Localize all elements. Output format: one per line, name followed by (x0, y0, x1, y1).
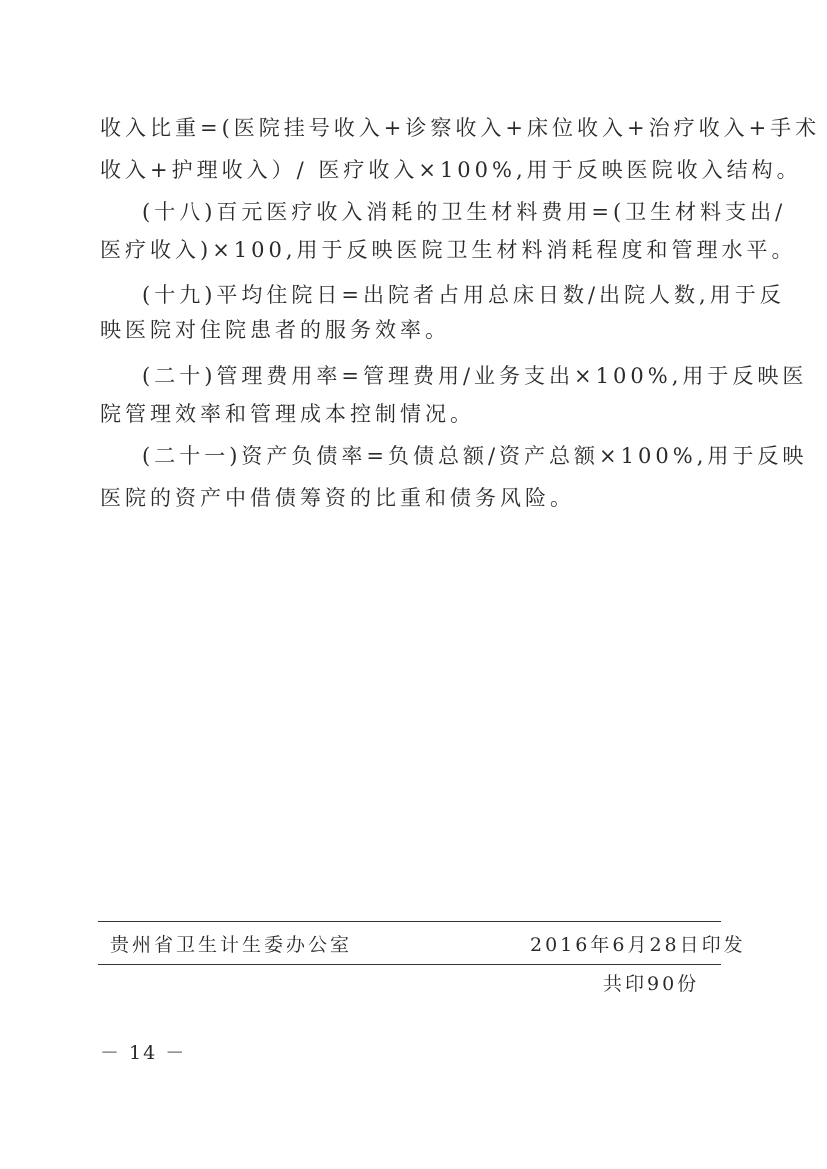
print-date: 2016年6月28日印发 (530, 934, 746, 956)
item-20-line-1: (二十)管理费用率=管理费用/业务支出×100%,用于反映医 (142, 364, 808, 388)
body-line-2: 收入+护理收入）/ 医疗收入×100%,用于反映医院收入结构。 (100, 158, 802, 182)
item-18-line-1: (十八)百元医疗收入消耗的卫生材料费用=(卫生材料支出/ (142, 200, 787, 224)
item-19-line-1: (十九)平均住院日=出院者占用总床日数/出院人数,用于反 (142, 283, 785, 307)
issuer-office: 贵州省卫生计生委办公室 (110, 934, 353, 956)
footer-middle-rule (98, 964, 721, 965)
footer-top-rule (98, 921, 721, 922)
print-copies: 共印90份 (603, 973, 700, 995)
item-21-line-1: (二十一)资产负债率=负债总额/资产总额×100%,用于反映 (142, 444, 808, 468)
page-number: － 14 － (100, 1042, 187, 1064)
item-21-line-2: 医院的资产中借债筹资的比重和债务风险。 (100, 486, 575, 510)
item-19-line-2: 映医院对住院患者的服务效率。 (100, 318, 450, 342)
item-18-line-2: 医疗收入)×100,用于反映医院卫生材料消耗程度和管理水平。 (100, 238, 797, 262)
item-20-line-2: 院管理效率和管理成本控制情况。 (100, 402, 475, 426)
body-line-1: 收入比重=(医院挂号收入+诊察收入+床位收入+治疗收入+手术 (100, 116, 821, 140)
